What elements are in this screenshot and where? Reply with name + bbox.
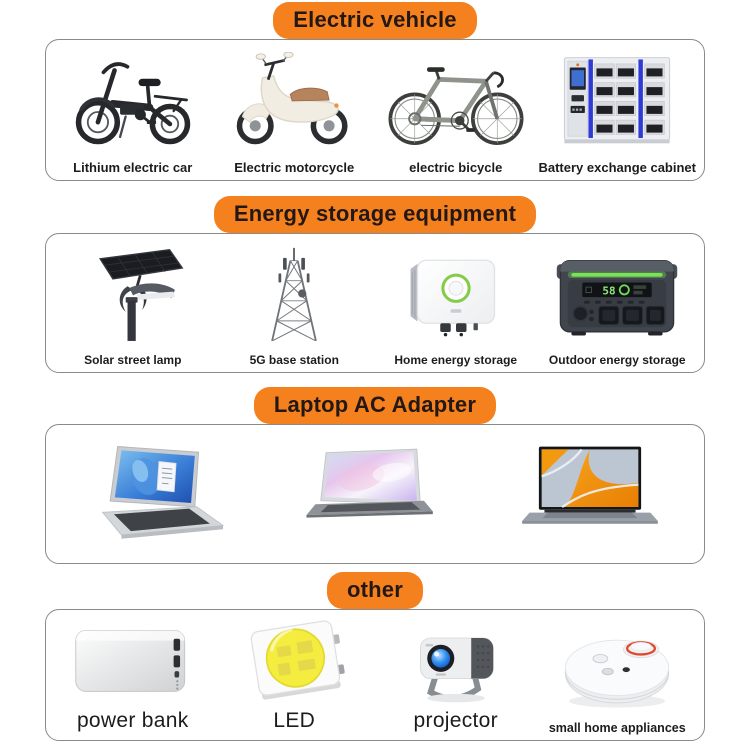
section-laptop-ac-adapter: [0, 387, 750, 564]
section-title-badge: [214, 196, 536, 233]
product-label: power bank: [76, 709, 189, 732]
product-item: [52, 610, 214, 740]
section-title-badge: [327, 572, 423, 609]
bicycle-icon: [381, 40, 531, 160]
section-title: Laptop AC Adapter: [273, 392, 477, 417]
product-label: LED: [273, 709, 316, 732]
product-item: [537, 610, 699, 740]
battery-cabinet-icon: [559, 40, 675, 160]
product-item: [483, 425, 698, 563]
product-item: [214, 40, 376, 180]
section-title: Electric vehicle: [293, 7, 457, 32]
product-item: [375, 40, 537, 180]
product-label: electric bicycle: [409, 160, 503, 175]
product-item: [52, 40, 214, 180]
section-title: other: [347, 577, 403, 602]
laptop-huawei-icon: [511, 425, 669, 563]
product-label: Outdoor energy storage: [548, 353, 686, 367]
robot-vacuum-icon: [543, 610, 691, 721]
product-label: Lithium electric car: [73, 160, 193, 175]
power-bank-icon: [59, 610, 207, 709]
product-label: Home energy storage: [394, 353, 518, 367]
outdoor-power-station-icon: [544, 234, 690, 353]
section-box: [45, 424, 705, 564]
product-item: [537, 234, 699, 372]
laptop-windows-icon: [80, 425, 240, 563]
product-item: [214, 234, 376, 372]
projector-icon: [388, 610, 524, 709]
section-title-badge: [273, 2, 476, 39]
product-label: 5G base station: [249, 353, 339, 367]
section-energy-storage: [0, 196, 750, 373]
5g-tower-icon: [221, 234, 367, 353]
product-item: [375, 610, 537, 740]
home-energy-storage-icon: [386, 234, 526, 353]
battery-percent-readout: 58: [602, 284, 616, 298]
product-label: projector: [413, 709, 498, 732]
section-box: [45, 233, 705, 373]
laptop-dell-icon: [299, 425, 451, 563]
folding-ebike-icon: [59, 40, 207, 160]
section-box: [45, 609, 705, 741]
section-electric-vehicle: [0, 2, 750, 181]
product-label: Electric motorcycle: [234, 160, 355, 175]
led-chip-icon: [226, 610, 362, 709]
product-item: [537, 40, 699, 180]
section-title-badge: [254, 387, 496, 424]
electric-scooter-icon: [220, 40, 368, 160]
product-item: [375, 234, 537, 372]
product-item: [267, 425, 482, 563]
product-item: [52, 234, 214, 372]
section-other: [0, 572, 750, 741]
product-label: Solar street lamp: [84, 353, 182, 367]
solar-street-lamp-icon: [60, 234, 206, 353]
section-title: Energy storage equipment: [233, 201, 517, 226]
product-label: Battery exchange cabinet: [538, 160, 696, 175]
product-item: [52, 425, 267, 563]
product-item: [214, 610, 376, 740]
product-label: small home appliances: [548, 721, 686, 735]
section-box: [45, 39, 705, 181]
